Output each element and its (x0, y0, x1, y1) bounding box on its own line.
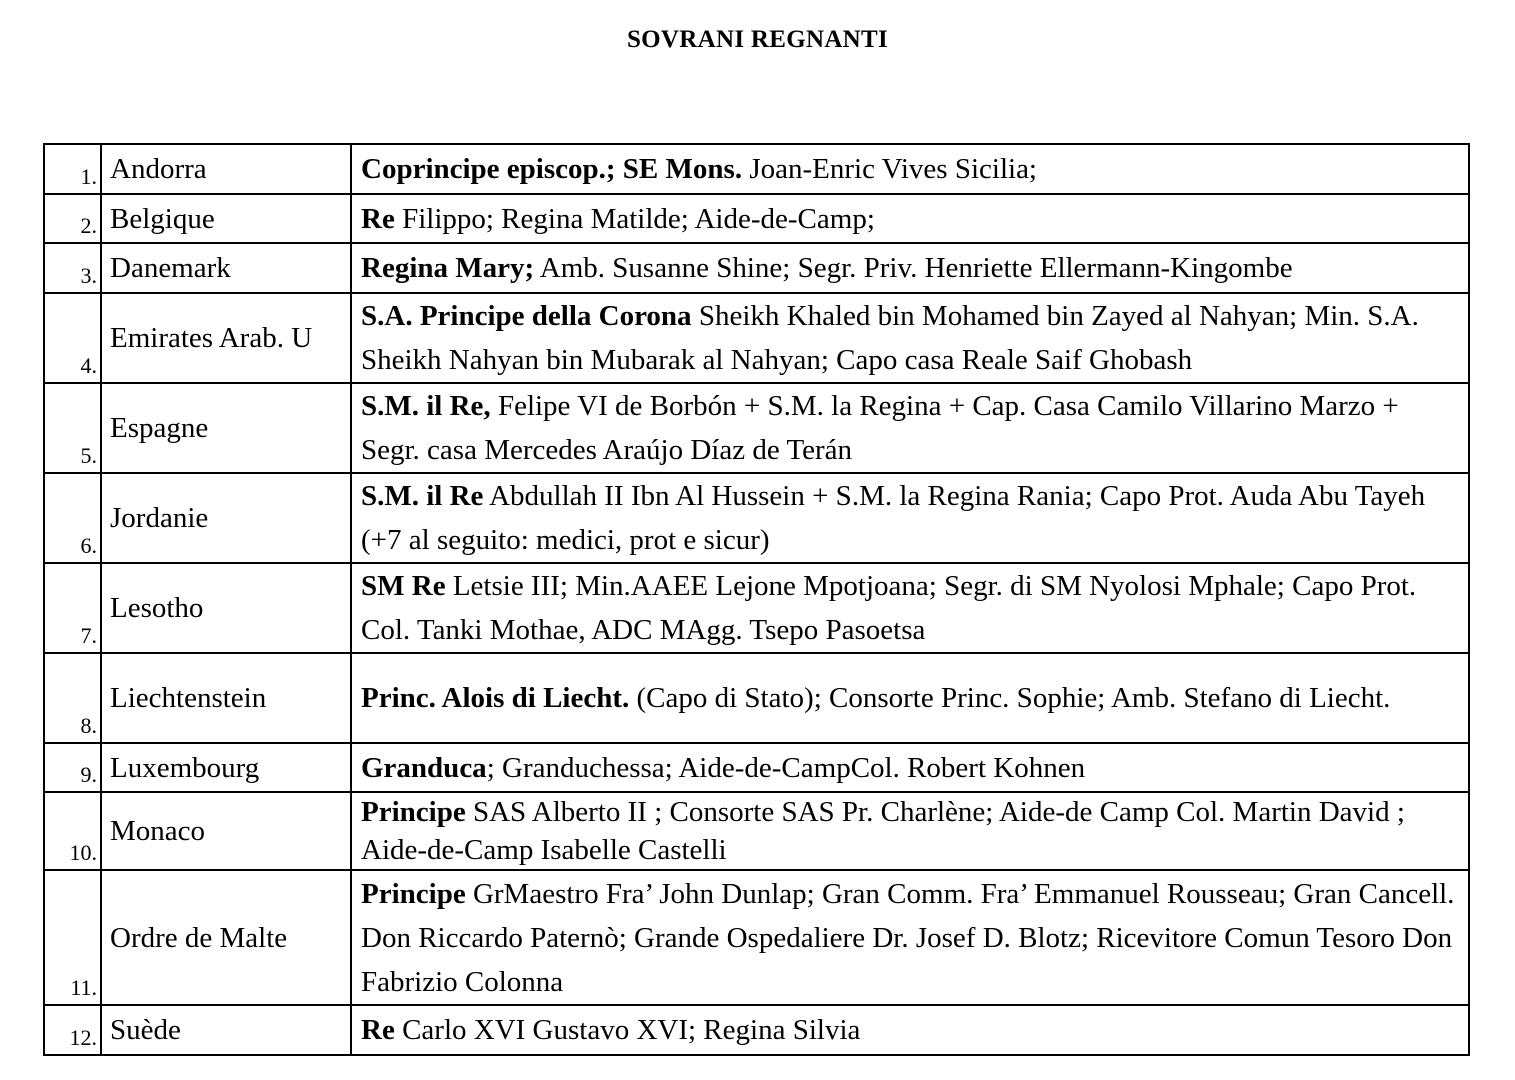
delegation-members: Joan-Enric Vives Sicilia; (742, 153, 1037, 185)
delegation-members: GrMaestro Fra’ John Dunlap; Gran Comm. Fra’ Emmanuel Rousseau; Gran Cancell. Don Riccardo Paternò; Grande Ospedaliere Dr. Josef D. Blotz; Ricevitore Comun Tesoro Don Fabrizio Colonna (361, 877, 1455, 998)
delegation-details (351, 653, 1469, 743)
delegation-head: Regina Mary; (361, 252, 535, 284)
delegation-head: Re (361, 202, 395, 235)
country-name: Monaco (101, 792, 351, 870)
delegation-head: Principe (361, 877, 466, 910)
row-number: 10. (44, 792, 101, 870)
country-name: Belgique (101, 194, 351, 243)
delegation-head: SM Re (361, 570, 446, 602)
row-number: 1. (44, 144, 101, 194)
delegation-members: Carlo XVI Gustavo XVI; Regina Silvia (394, 1014, 861, 1046)
table-row (44, 743, 1469, 792)
table-row (44, 243, 1469, 293)
country-name: Jordanie (101, 473, 351, 563)
table-row (44, 1005, 1469, 1055)
delegation-details (351, 293, 1469, 383)
delegation-head: S.M. il Re (361, 480, 484, 512)
delegation-details (351, 1005, 1469, 1055)
country-name: Lesotho (101, 563, 351, 653)
table-row (44, 870, 1469, 1005)
table-row (44, 293, 1469, 383)
row-number: 6. (44, 473, 101, 563)
delegation-head: Principe (361, 796, 466, 828)
delegation-members: Amb. Susanne Shine; Segr. Priv. Henriette Ellermann-Kingombe (534, 252, 1293, 284)
delegation-details (351, 243, 1469, 293)
delegation-head: S.A. Principe della Corona (361, 300, 692, 332)
delegation-head: S.M. il Re, (361, 390, 491, 422)
delegation-details (351, 144, 1469, 194)
table-row (44, 473, 1469, 563)
country-name: Ordre de Malte (101, 870, 351, 1005)
delegation-details (351, 383, 1469, 473)
table-row (44, 194, 1469, 243)
delegation-details (351, 473, 1469, 563)
delegation-details (351, 870, 1469, 1005)
row-number: 9. (44, 743, 101, 792)
delegation-details (351, 563, 1469, 653)
delegation-members: Felipe VI de Borbón + S.M. la Regina + Cap. Casa Camilo Villarino Marzo + Segr. casa Mercedes Araújo Díaz de Terán (361, 390, 1399, 466)
country-name: Danemark (101, 243, 351, 293)
row-number: 11. (44, 870, 101, 1005)
delegation-members: Letsie III; Min.AAEE Lejone Mpotjoana; Segr. di SM Nyolosi Mphale; Capo Prot. Col. Tanki Mothae, ADC MAgg. Tsepo Pasoetsa (361, 570, 1417, 646)
country-name: Espagne (101, 383, 351, 473)
delegation-members: (Capo di Stato); Consorte Princ. Sophie; Amb. Stefano di Liecht. (629, 682, 1391, 714)
row-number: 8. (44, 653, 101, 743)
table-row (44, 144, 1469, 194)
delegation-head: Princ. Alois di Liecht. (361, 682, 630, 714)
delegation-head: Re (361, 1014, 395, 1046)
delegation-members: Abdullah II Ibn Al Hussein + S.M. la Regina Rania; Capo Prot. Auda Abu Tayeh (+7 al seguito: medici, prot e sicur) (361, 480, 1426, 556)
delegation-head: Granduca (361, 751, 487, 784)
delegation-details (351, 194, 1469, 243)
country-name: Suède (101, 1005, 351, 1055)
table-row (44, 653, 1469, 743)
delegation-members: Sheikh Khaled bin Mohamed bin Zayed al Nahyan; Min. S.A. Sheikh Nahyan bin Mubarak al Nahyan; Capo casa Reale Saif Ghobash (361, 300, 1419, 376)
delegation-head: Coprincipe episcop.; SE Mons. (361, 153, 743, 185)
table-row (44, 792, 1469, 870)
country-name: Emirates Arab. U (101, 293, 351, 383)
row-number: 7. (44, 563, 101, 653)
delegation-members: ; Granduchessa; Aide-de-CampCol. Robert Kohnen (486, 751, 1086, 784)
table-row (44, 563, 1469, 653)
row-number: 4. (44, 293, 101, 383)
page-title: SOVRANI REGNANTI (626, 26, 889, 53)
row-number: 12. (44, 1005, 101, 1055)
delegation-members: SAS Alberto II ; Consorte SAS Pr. Charlène; Aide-de Camp Col. Martin David ; Aide-de-Camp Isabelle Castelli (361, 796, 1405, 866)
country-name: Liechtenstein (101, 653, 351, 743)
country-name: Andorra (101, 144, 351, 194)
row-number: 2. (44, 194, 101, 243)
row-number: 5. (44, 383, 101, 473)
delegation-details (351, 792, 1469, 870)
sovereigns-table (43, 143, 1470, 1056)
delegation-details (351, 743, 1469, 792)
row-number: 3. (44, 243, 101, 293)
table-row (44, 383, 1469, 473)
delegation-members: Filippo; Regina Matilde; Aide-de-Camp; (394, 202, 875, 235)
country-name: Luxembourg (101, 743, 351, 792)
